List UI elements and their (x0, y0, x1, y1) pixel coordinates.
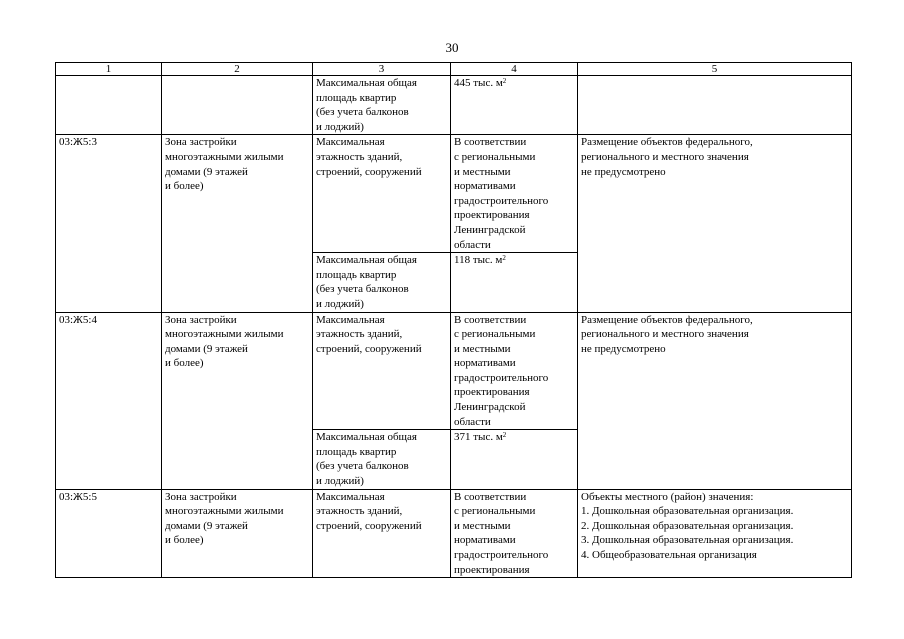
cell-value (451, 253, 578, 312)
cell-value: В соответствии с региональными и местными нормативами градостроительного проектирования Ленинградской области (451, 135, 578, 253)
cell-param: Максимальная общая площадь квартир (без учета балконов и лоджий) (313, 76, 451, 135)
cell-empty (162, 76, 313, 135)
cell-param: Максимальная этажность зданий, строений, сооружений (313, 135, 451, 253)
cell-objects: Размещение объектов федерального, регионального и местного значения не предусмотрено (578, 135, 852, 312)
header-col-1: 1 (56, 63, 162, 76)
cell-objects: Размещение объектов федерального, регионального и местного значения не предусмотрено (578, 312, 852, 489)
cell-zone-code: 03:Ж5:5 (56, 489, 162, 578)
header-row (56, 63, 852, 76)
cell-objects: Объекты местного (район) значения: 1. Дошкольная образовательная организация. 2. Дошкольная образовательная организация. 3. Дошкольная образовательная организация. 4. Общеобразовательная организация (578, 489, 852, 578)
cell-zone-code: 03:Ж5:3 (56, 135, 162, 312)
cell-value (451, 430, 578, 489)
header-col-5: 5 (578, 63, 852, 76)
header-col-3: 3 (313, 63, 451, 76)
table-row-continuation (56, 76, 852, 135)
cell-zone-name: Зона застройки многоэтажными жилыми домами (9 этажей и более) (162, 312, 313, 489)
cell-value: В соответствии с региональными и местными нормативами градостроительного проектирования (451, 489, 578, 578)
value-superscript: 2 (502, 77, 507, 85)
zones-table (55, 62, 852, 578)
value-text: 371 тыс. м (454, 431, 503, 444)
table-row-zone (56, 312, 852, 430)
cell-value (451, 76, 578, 135)
page-number: 30 (445, 40, 459, 55)
cell-param: Максимальная этажность зданий, строений, сооружений (313, 312, 451, 430)
cell-value: В соответствии с региональными и местными нормативами градостроительного проектирования Ленинградской области (451, 312, 578, 430)
cell-zone-name: Зона застройки многоэтажными жилыми домами (9 этажей и более) (162, 135, 313, 312)
cell-empty (56, 76, 162, 135)
cell-zone-code: 03:Ж5:4 (56, 312, 162, 489)
table-row-zone (56, 135, 852, 253)
cell-param: Максимальная общая площадь квартир (без учета балконов и лоджий) (313, 430, 451, 489)
header-col-2: 2 (162, 63, 313, 76)
table-row-zone (56, 489, 852, 578)
cell-empty (578, 76, 852, 135)
value-text: 445 тыс. м (454, 77, 503, 89)
value-text: 118 тыс. м (454, 254, 503, 267)
header-col-4: 4 (451, 63, 578, 76)
value-superscript: 2 (502, 254, 506, 263)
cell-param: Максимальная общая площадь квартир (без учета балконов и лоджий) (313, 253, 451, 312)
cell-param: Максимальная этажность зданий, строений, сооружений (313, 489, 451, 578)
cell-zone-name: Зона застройки многоэтажными жилыми домами (9 этажей и более) (162, 489, 313, 578)
value-superscript: 2 (502, 431, 507, 440)
